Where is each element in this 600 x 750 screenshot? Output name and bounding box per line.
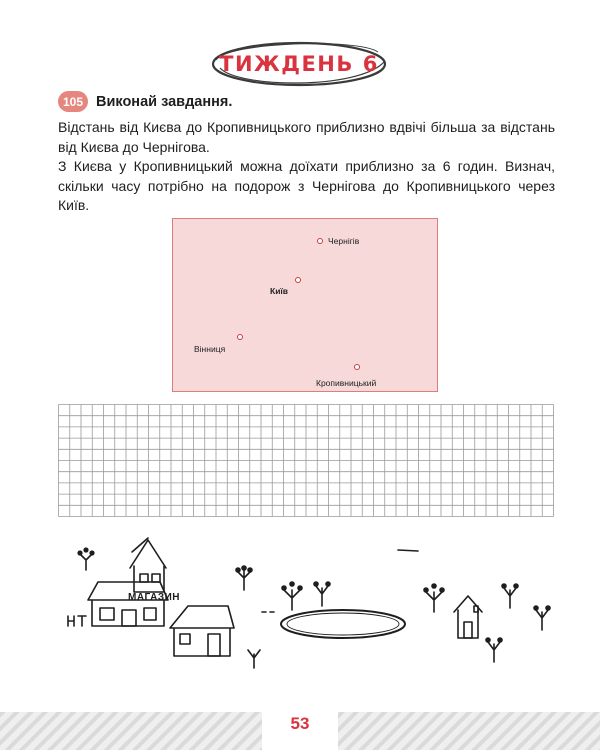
map: [172, 218, 438, 392]
task-paragraph-2: З Києва у Кропивницький можна доїхати приблизно за 6 годин. Визнач, скільки часу потрібно на подорож з Чернігова до Кропивницького через Київ.: [58, 158, 555, 213]
chernihiv-dot: [317, 238, 323, 244]
tree-icon: [486, 638, 502, 662]
task-text: [58, 118, 555, 216]
week-title: [208, 38, 390, 90]
tree-icon: [236, 566, 252, 590]
city-kropyvnytskyi: Кропивницький: [316, 378, 377, 388]
house-icon: [170, 606, 234, 656]
city-vinnytsia: Вінниця: [194, 344, 226, 354]
tree-icon: [78, 548, 94, 570]
scene-illustration: [58, 530, 558, 670]
kyiv-dot: [295, 277, 301, 283]
tree-icon: [314, 582, 330, 606]
tree-icon: [502, 584, 518, 608]
answer-grid[interactable]: [58, 404, 554, 517]
city-kyiv: Київ: [270, 286, 289, 296]
shop-icon: [88, 582, 168, 626]
city-chernihiv: Чернігів: [328, 236, 360, 246]
page-number: 53: [290, 714, 310, 733]
pond-icon: [262, 610, 405, 638]
house-icon: [454, 596, 482, 638]
vinnytsia-dot: [237, 334, 243, 340]
task-paragraph-1: Відстань від Києва до Кропивницького приблизно вдвічі більша за відстань від Києва до Чернігова.: [58, 119, 555, 155]
task-header: [58, 91, 232, 112]
task-heading: Виконай завдання.: [96, 93, 233, 110]
kropyvnytskyi-dot: [354, 364, 360, 370]
tree-icon: [248, 650, 260, 668]
task-number-badge: 105: [58, 91, 88, 112]
tree-icon: [534, 606, 550, 630]
tree-icon: [282, 582, 302, 610]
shop-sign-text: МАГАЗИН: [128, 592, 180, 603]
tree-icon: [424, 584, 444, 612]
week-title-text: ТИЖДЕНЬ 6: [219, 52, 379, 76]
